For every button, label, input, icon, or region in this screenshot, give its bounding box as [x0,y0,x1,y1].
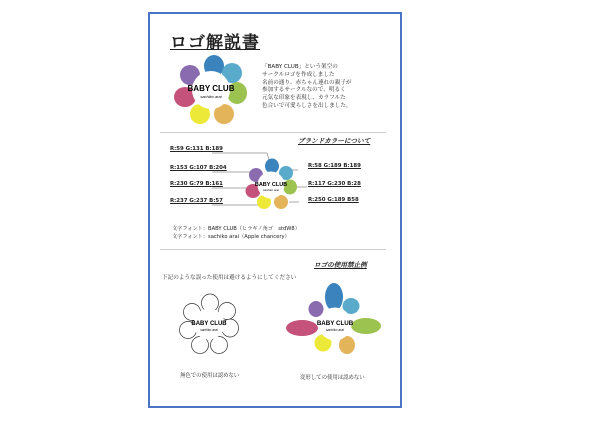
colorless-logo-example [178,292,240,356]
prohibited-heading: ロゴの使用禁止例 [314,261,367,269]
section-divider [160,249,386,250]
deformed-sub-text: sachiko arai [325,328,345,332]
prohibited-note: 下記のような誤った使用は避けるようにしてください [162,275,297,281]
font-info-main: 文字フォント：BABY CLUB（ヒラギノ角ゴ stdW8） [172,226,300,232]
logo-sub-text: sachiko arai [200,94,222,99]
page-title: ロゴ解説書 [170,33,260,53]
diagram-petal-blue [265,159,279,174]
logo-main-text: BABY CLUB [187,84,235,93]
colorless-main-text: BABY CLUB [191,321,227,327]
color-label-green: R:117 G:230 B:28 [308,181,361,187]
color-label-purple: R:153 G:107 B:204 [170,165,227,171]
colorless-caption: 無色での使用は認めない [180,373,240,379]
stretched-petal-pink [286,320,318,336]
main-logo [170,54,252,126]
section-divider [160,132,386,133]
color-label-orange: R:250 G:189 B58 [308,197,359,203]
deformed-main-text: BABY CLUB [316,320,354,327]
font-info-sub: 文字フォント：sachiko arai（Apple chancery） [172,234,290,240]
outline-petal [211,337,228,354]
logo-description: 「BABY CLUB」という架空の サークルロゴを作成しました 名前の通り、赤ちゃん連れの親子が 参加するサークルなので、明るく 元気な印象を表現し、カラフルた 色合いで可愛らしさを出しました。 [262,64,352,109]
deformed-caption: 変形しての使用は認めない [300,375,365,381]
color-label-pink: R:230 G:79 B:161 [170,181,223,187]
deformed-logo-example [286,280,384,364]
stretched-petal-green [351,318,381,334]
colorless-sub-text: sachiko arai [200,328,218,332]
color-label-blue: R:59 G:131 B:189 [170,146,223,152]
color-label-teal: R:58 G:189 B:189 [308,163,361,169]
stretched-petal-purple [309,301,324,317]
brand-color-heading: ブランドカラーについて [298,137,371,145]
color-label-yellow: R:237 G:237 B:57 [170,198,223,204]
stretched-petal-blue [325,283,343,311]
logo-guide-sheet [148,12,402,408]
diagram-main-text: BABY CLUB [254,182,288,188]
diagram-sub-text: sachiko arai [262,188,280,192]
